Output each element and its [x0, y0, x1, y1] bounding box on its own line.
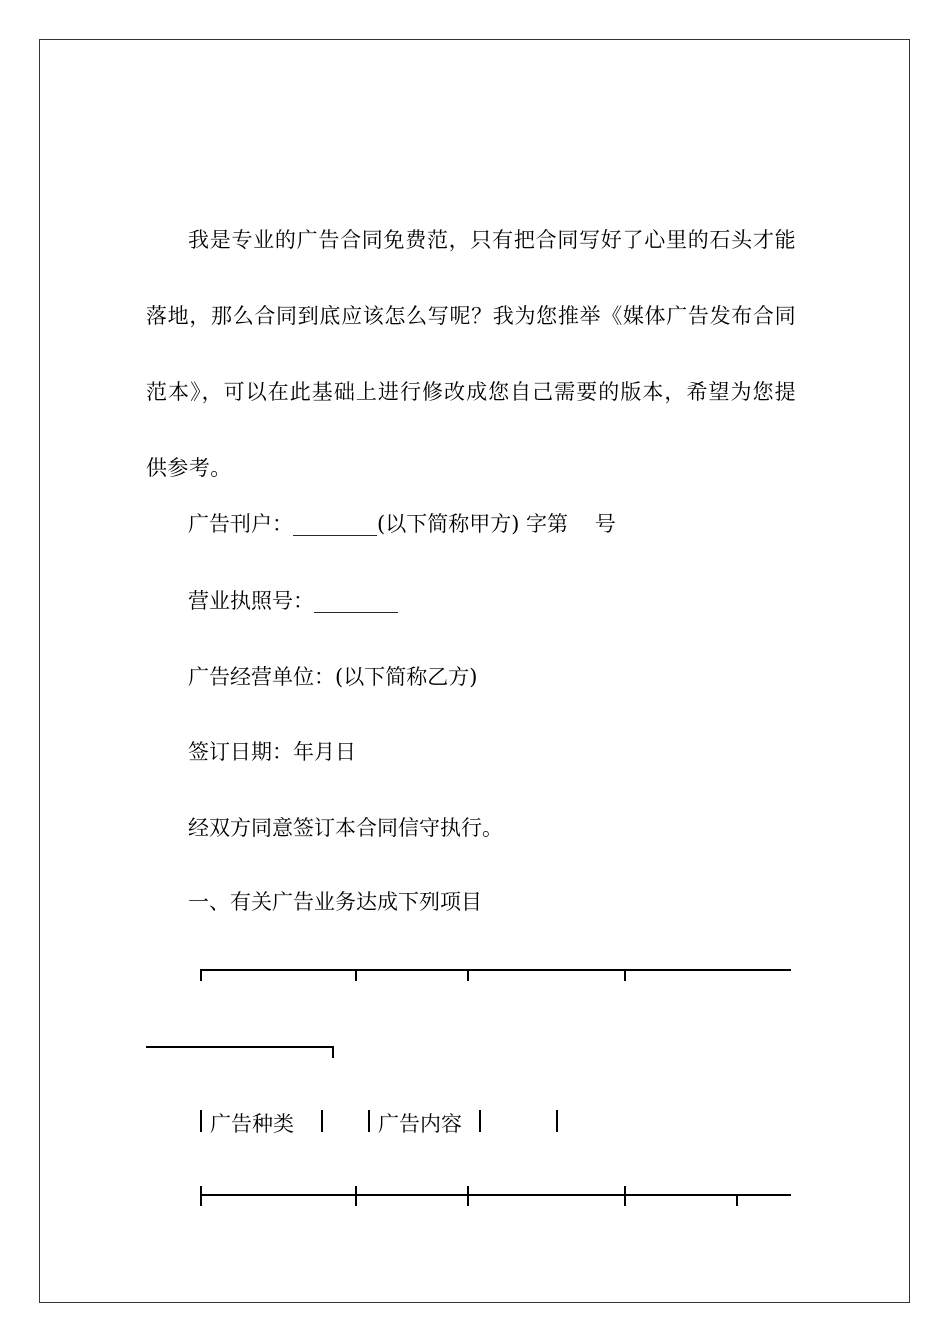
agreement-line: 经双方同意签订本合同信守执行。 [188, 816, 503, 840]
operator-line: 广告经营单位：(以下简称乙方) [188, 665, 478, 689]
intro-paragraph: 我是专业的广告合同免费范，只有把合同写好了心里的石头才能落地，那么合同到底应该怎么写呢？我为您推举《媒体广告发布合同范本》，可以在此基础上进行修改成您自己需要的版本，希望为您提供参考。 [146, 228, 796, 480]
license-line: 营业执照号：________ [188, 589, 398, 613]
advertiser-line: 广告刊户：________(以下简称甲方) 字第 号 [188, 512, 616, 536]
section-one-heading: 一、有关广告业务达成下列项目 [188, 890, 482, 914]
header-ad-type: 广告种类 [210, 1112, 294, 1136]
date-line: 签订日期：年月日 [188, 740, 356, 764]
header-ad-content: 广告内容 [378, 1112, 462, 1136]
